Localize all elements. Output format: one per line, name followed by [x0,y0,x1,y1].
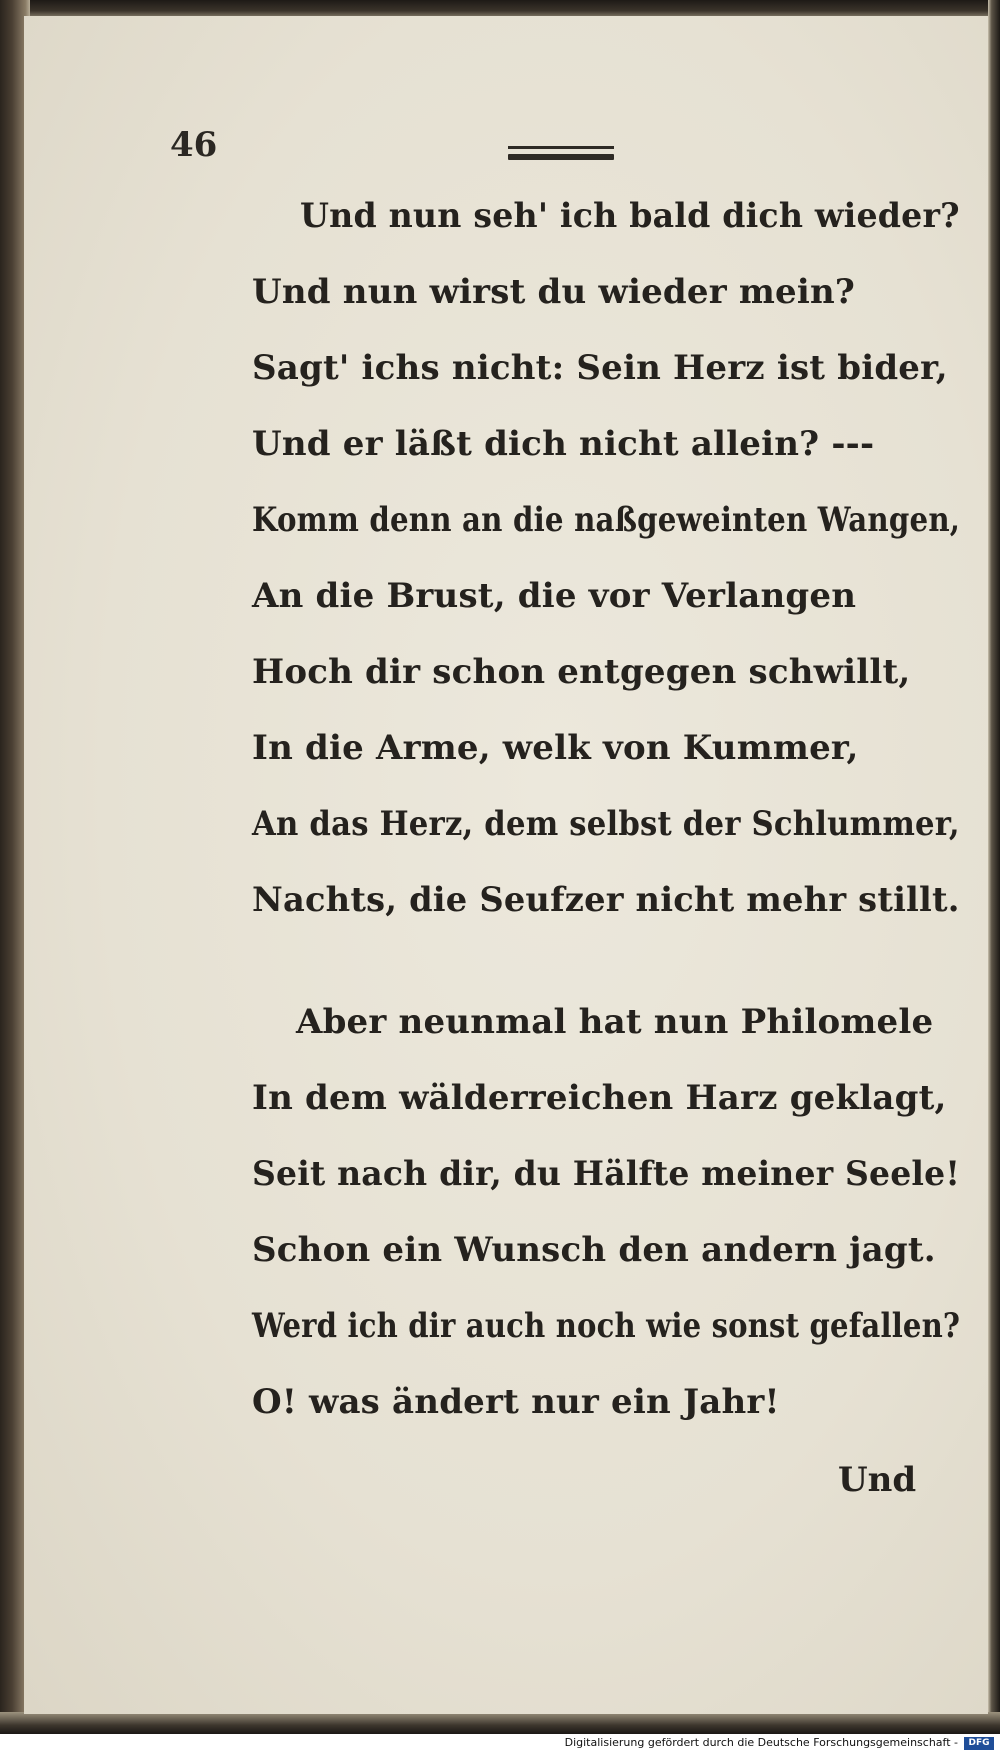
poem-line: Hoch dir schon entgegen schwillt, [252,652,911,692]
poem-line: In dem wälderreichen Harz geklagt, [252,1078,947,1118]
poem-line: Seit nach dir, du Hälfte meiner Seele! [252,1154,961,1194]
poem-line: Komm denn an die naßgeweinten Wangen, [252,500,961,540]
footer-credit [0,1734,1000,1754]
page-number: 46 [170,125,218,165]
poem-line: Aber neunmal hat nun Philomele [296,1002,934,1042]
poem-line: Und er läßt dich nicht allein? --- [252,424,875,464]
poem-line: Werd ich dir auch noch wie sonst gefallen? [252,1306,961,1346]
poem-line: O! was ändert nur ein Jahr! [252,1382,780,1422]
catchword: Und [838,1460,917,1500]
poem-line: Sagt' ichs nicht: Sein Herz ist bider, [252,348,948,388]
poem-line: In die Arme, welk von Kummer, [252,728,859,768]
poem-line: Nachts, die Seufzer nicht mehr stillt. [252,880,960,920]
poem-line: Und nun seh' ich bald dich wieder? [300,196,960,236]
poem-line: Und nun wirst du wieder mein? [252,272,856,312]
poem-line: Schon ein Wunsch den andern jagt. [252,1230,936,1270]
dfg-logo: DFG [964,1737,994,1750]
poem-line: An die Brust, die vor Verlangen [252,576,857,616]
footer-credit-text: Digitalisierung gefördert durch die Deutsche Forschungsgemeinschaft - [564,1736,958,1749]
poem-line: An das Herz, dem selbst der Schlummer, [252,804,960,844]
